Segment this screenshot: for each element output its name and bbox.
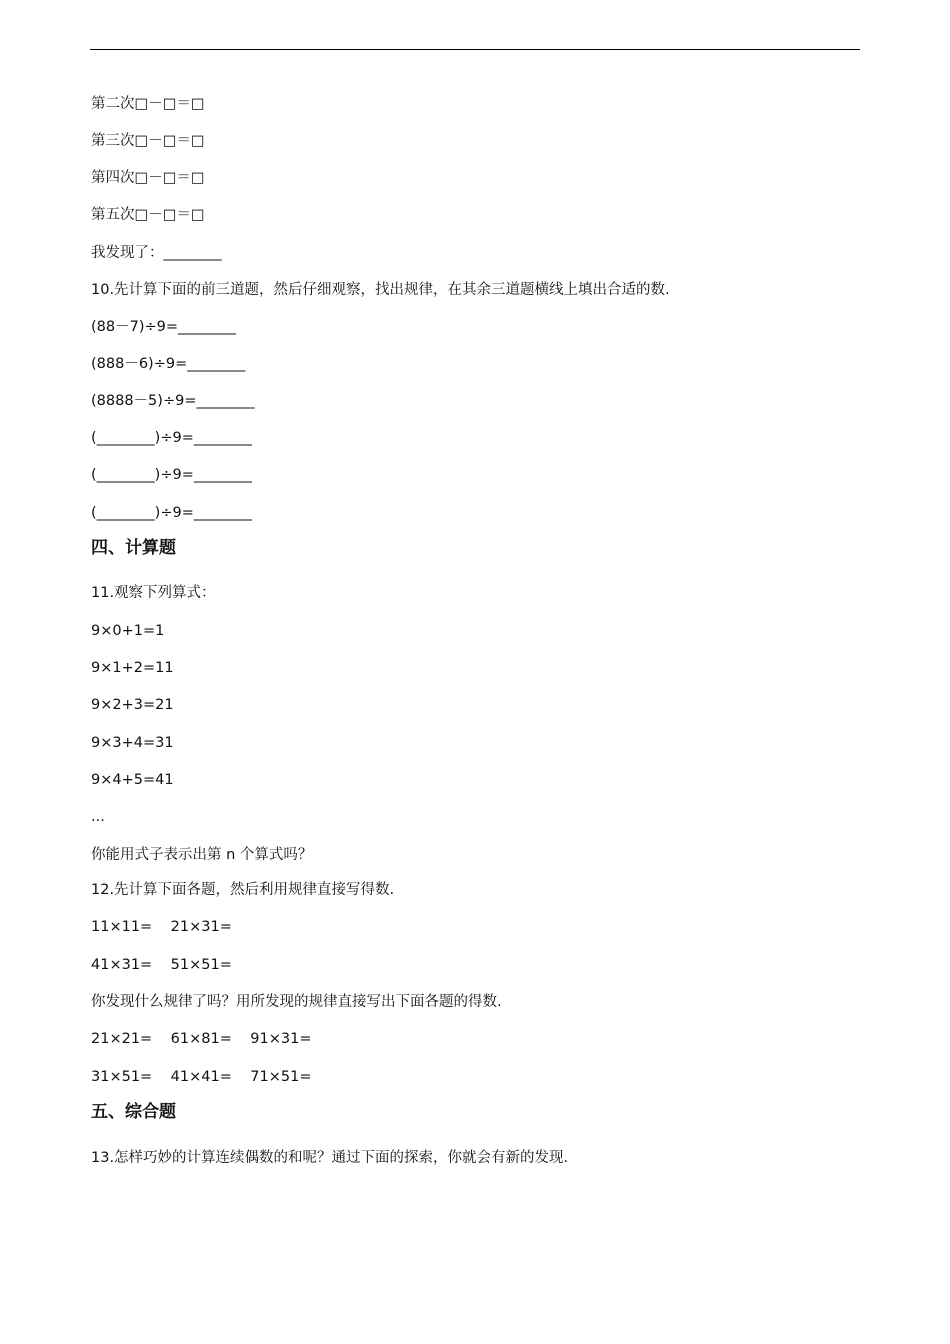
section-heading-comprehensive: 五、综合题 xyxy=(91,1102,176,1122)
q13-prompt: 13.怎样巧妙的计算连续偶数的和呢？通过下面的探索，你就会有新的发现. xyxy=(91,1150,569,1166)
q12-row: 21×21= 61×81= 91×31= xyxy=(91,1031,312,1047)
q11-prompt: 11.观察下列算式： xyxy=(91,585,216,601)
q10-prompt: 10.先计算下面的前三道题，然后仔细观察，找出规律，在其余三道题横线上填出合适的数. xyxy=(91,282,670,298)
q9-line-3: 第三次□－□＝□ xyxy=(91,133,205,149)
q12-row: 31×51= 41×41= 71×51= xyxy=(91,1069,312,1085)
q12-question: 你发现什么规律了吗？用所发现的规律直接写出下面各题的得数. xyxy=(91,994,502,1010)
q9-line-5: 第五次□－□＝□ xyxy=(91,207,205,223)
q10-item: (888－6)÷9=________ xyxy=(91,356,246,372)
q12-row: 11×11= 21×31= xyxy=(91,919,232,935)
q9-line-4: 第四次□－□＝□ xyxy=(91,170,205,186)
q11-item: 9×1+2=11 xyxy=(91,660,174,676)
q10-item: (88－7)÷9=________ xyxy=(91,319,237,335)
q10-item: (________)÷9=________ xyxy=(91,467,252,483)
q10-item: (________)÷9=________ xyxy=(91,505,252,521)
q10-item: (________)÷9=________ xyxy=(91,430,252,446)
q11-ellipsis: ... xyxy=(91,809,105,825)
q11-question: 你能用式子表示出第 n 个算式吗？ xyxy=(91,847,313,863)
q11-item: 9×2+3=21 xyxy=(91,697,174,713)
q9-finding: 我发现了：________ xyxy=(91,245,222,261)
q11-item: 9×0+1=1 xyxy=(91,623,165,639)
q11-item: 9×4+5=41 xyxy=(91,772,174,788)
q11-item: 9×3+4=31 xyxy=(91,735,174,751)
section-heading-calculation: 四、计算题 xyxy=(91,538,176,558)
q12-prompt: 12.先计算下面各题，然后利用规律直接写得数. xyxy=(91,882,395,898)
q9-line-2: 第二次□－□＝□ xyxy=(91,96,205,112)
q12-row: 41×31= 51×51= xyxy=(91,957,232,973)
q10-item: (8888－5)÷9=________ xyxy=(91,393,255,409)
header-rule xyxy=(90,49,860,50)
